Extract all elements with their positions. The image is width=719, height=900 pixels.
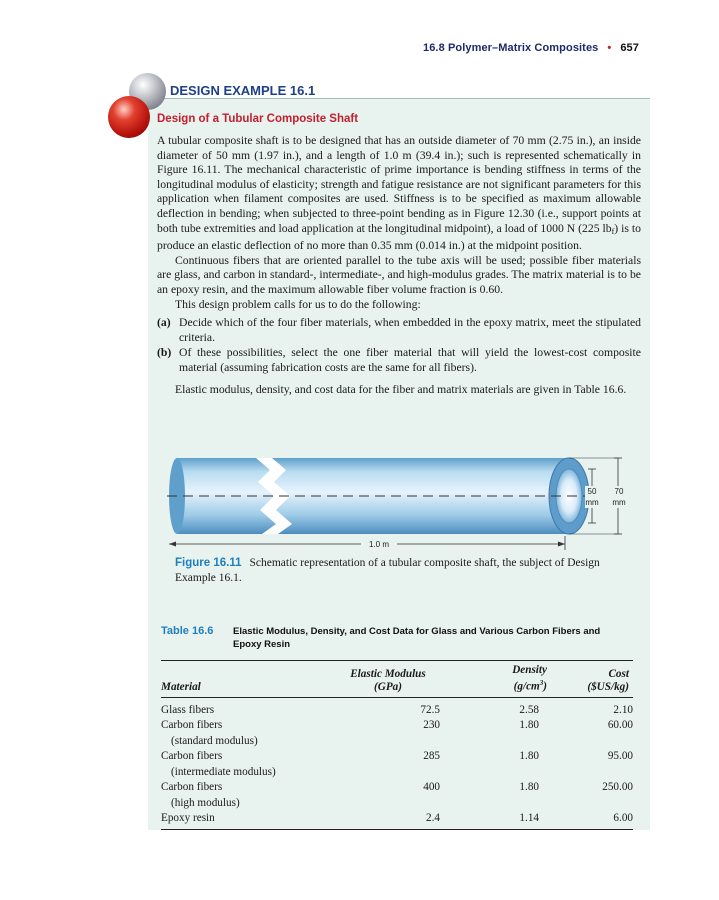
paragraph-3: This design problem calls for us to do the following: bbox=[175, 297, 421, 311]
inner-dim-value: 50 bbox=[587, 487, 597, 496]
cell-cost: 250.00 bbox=[602, 781, 633, 794]
outer-dim-unit: mm bbox=[612, 498, 626, 507]
figure-caption-label: Figure 16.11 bbox=[175, 557, 242, 569]
figure-16-11 bbox=[157, 452, 641, 552]
cell-modulus: 285 bbox=[423, 750, 440, 763]
table-header-row bbox=[161, 661, 633, 698]
cell-modulus: 230 bbox=[423, 719, 440, 732]
subscript-f: f bbox=[611, 226, 615, 236]
cell-cost: 95.00 bbox=[607, 750, 633, 763]
cell-modulus: 72.5 bbox=[420, 703, 440, 716]
design-example-title: DESIGN EXAMPLE 16.1 bbox=[170, 83, 316, 98]
running-head-section: 16.8 Polymer–Matrix Composites bbox=[422, 42, 599, 54]
cell-density: 1.14 bbox=[447, 811, 551, 829]
list-item bbox=[157, 346, 641, 375]
data-table bbox=[161, 660, 633, 830]
body-text bbox=[157, 134, 641, 397]
table-row bbox=[161, 718, 633, 749]
figure-caption-text: Schematic representation of a tubular composite shaft, the subject of Design Example 16.1. bbox=[175, 557, 600, 584]
cell-material: Carbon fibers (intermediate modulus) bbox=[161, 750, 276, 778]
list-item-tag: (b) bbox=[157, 346, 172, 360]
cell-cost: 6.00 bbox=[551, 811, 633, 829]
task-list bbox=[157, 316, 641, 375]
paragraph-1: A tubular composite shaft is to be designed that has an outside diameter of 70 mm (2.75 in.), an inside diameter of 50 mm (1.97 in.), and a length of 1.0 m (39.4 in.); such is represented schematically in Figure 16.11. The mechanical characteristic of prime importance is bending stiffness in terms of the longitudinal modulus of elasticity; strength and fatigue resistance are not significant parameters for this application when filament composites are used. Stiffness is to be specified as maximum allowable deflection in bending; when subjected to three-point bending as in Figure 12.30 (i.e., support points at both tube extremities and load application at the longitudinal midpoint), a load of 1000 N (225 lbf) is to produce an elastic deflection of no more than 0.35 mm (0.014 in.) at the midpoint position. bbox=[157, 134, 641, 253]
list-item bbox=[157, 316, 641, 345]
cell-modulus: 2.4 bbox=[333, 811, 447, 829]
outer-dim-value: 70 bbox=[614, 487, 624, 496]
cell-cost: 2.10 bbox=[613, 703, 633, 716]
table-row bbox=[161, 697, 633, 718]
cell-material: Carbon fibers (high modulus) bbox=[161, 781, 240, 809]
paragraph-4: Elastic modulus, density, and cost data for the fiber and matrix materials are given in Table 16.6. bbox=[175, 382, 627, 396]
inner-dim-unit: mm bbox=[585, 498, 599, 507]
col-header-modulus: Elastic Modulus (GPa) bbox=[333, 661, 447, 698]
table-row bbox=[161, 780, 633, 811]
col-header-material: Material bbox=[161, 661, 333, 698]
cell-material: Carbon fibers (standard modulus) bbox=[161, 719, 258, 747]
paragraph-2: Continuous fibers that are oriented parallel to the tube axis will be used; possible fiber materials are glass, and carbon in standard-, intermediate-, and high-modulus grades. The matrix material is to be an epoxy resin, and the maximum allowable fiber volume fraction is 0.60. bbox=[157, 253, 641, 296]
cell-density: 1.80 bbox=[519, 750, 539, 763]
table-caption bbox=[161, 625, 631, 651]
length-label: 1.0 m bbox=[368, 540, 390, 549]
col-header-cost: Cost ($US/kg) bbox=[551, 661, 633, 698]
design-example-subtitle: Design of a Tubular Composite Shaft bbox=[157, 113, 359, 125]
list-item-text: Decide which of the four fiber materials, when embedded in the epoxy matrix, meet the stipulated criteria. bbox=[179, 316, 641, 344]
page-number: 657 bbox=[620, 42, 639, 54]
red-sphere-icon bbox=[108, 96, 150, 138]
cell-density: 1.80 bbox=[519, 719, 539, 732]
cell-density: 1.80 bbox=[519, 781, 539, 794]
running-head-separator: • bbox=[607, 42, 612, 54]
table-row bbox=[161, 749, 633, 780]
col-header-density: Density $(g/cm^3)$ bbox=[447, 661, 551, 698]
table-caption-title: Elastic Modulus, Density, and Cost Data for Glass and Various Carbon Fibers and Epoxy Resin bbox=[233, 626, 601, 650]
cell-cost: 60.00 bbox=[607, 719, 633, 732]
table-row bbox=[161, 811, 633, 829]
tube-schematic bbox=[157, 452, 641, 552]
list-item-tag: (a) bbox=[157, 316, 171, 330]
cell-modulus: 400 bbox=[423, 781, 440, 794]
running-head bbox=[423, 42, 639, 54]
cell-density: 2.58 bbox=[519, 703, 539, 716]
cell-material: Glass fibers bbox=[161, 703, 215, 716]
figure-caption bbox=[175, 556, 625, 585]
table-caption-label: Table 16.6 bbox=[161, 625, 214, 637]
cell-material: Epoxy resin bbox=[161, 811, 333, 829]
list-item-text: Of these possibilities, select the one fiber material that will yield the lowest-cost composite material (assuming fabrication costs are the same for all fibers). bbox=[179, 346, 641, 374]
